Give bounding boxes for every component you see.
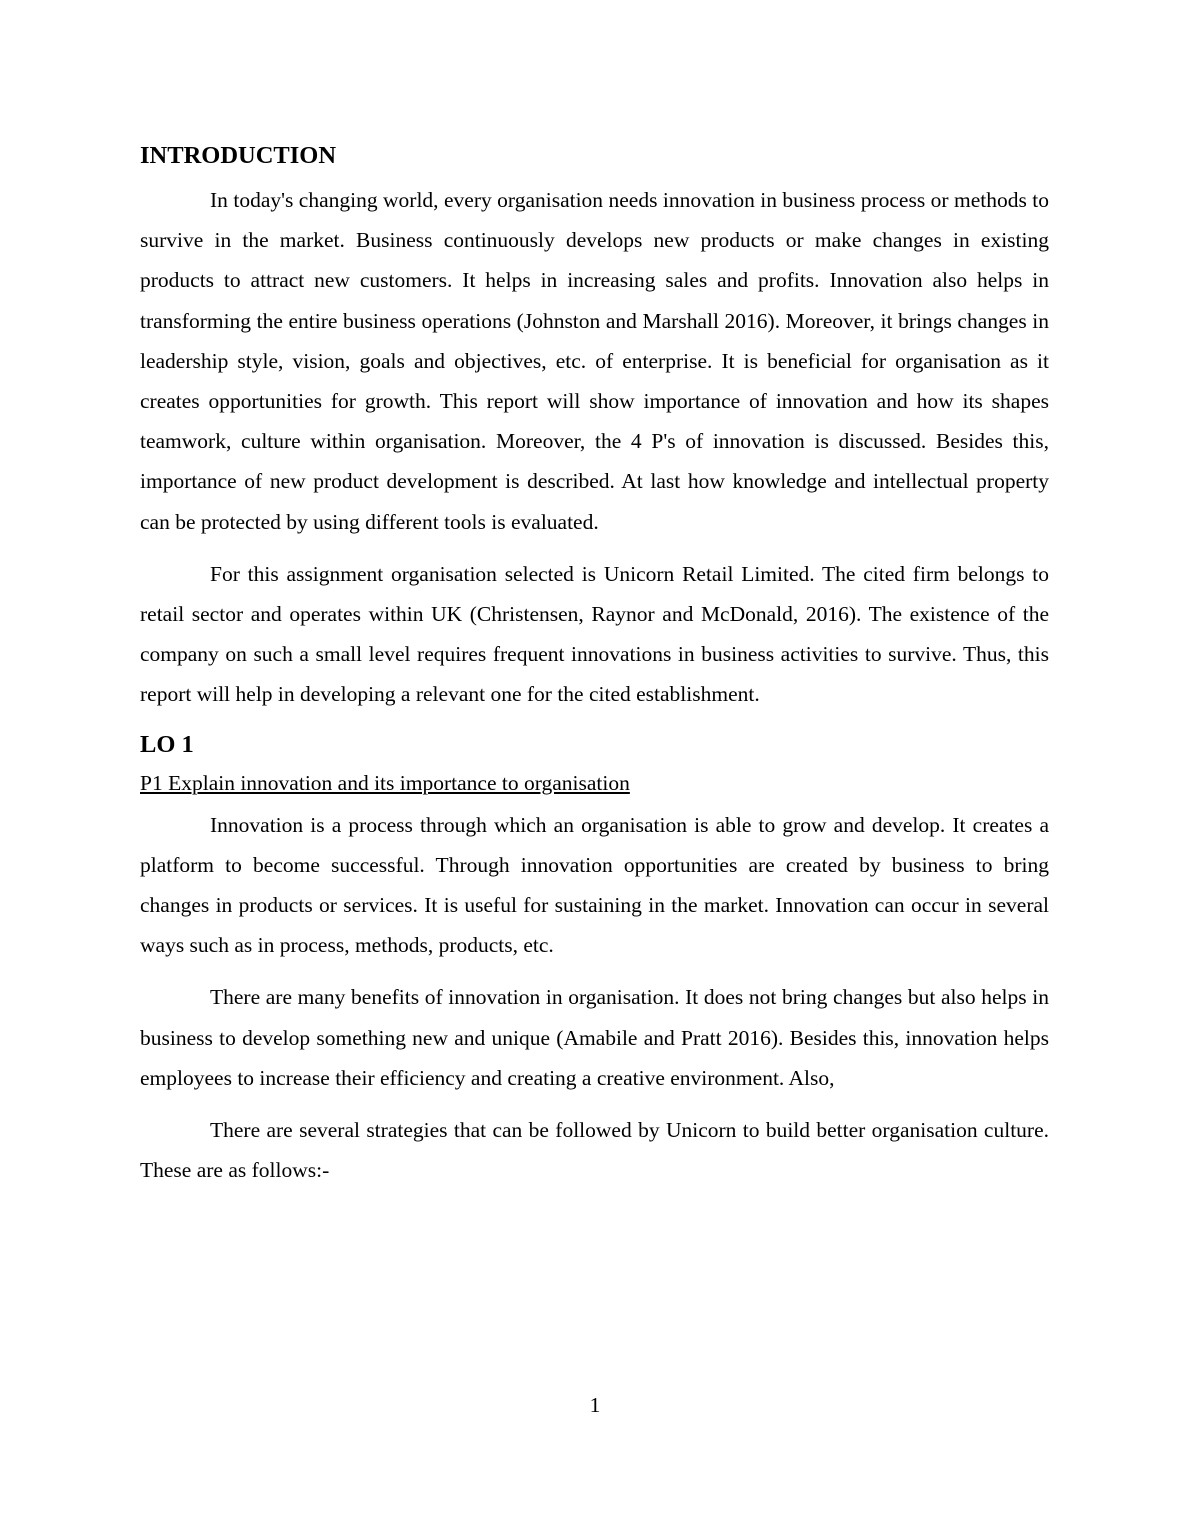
p1-subheading: P1 Explain innovation and its importance to organisation xyxy=(140,770,630,795)
intro-paragraph-2: For this assignment organisation selected is Unicorn Retail Limited. The cited firm belongs to retail sector and operates within UK (Christensen, Raynor and McDonald, 2016). The existence of the company on such a small level requires frequent innovations in business activities to survive. Thus, this report will help in developing a relevant one for the cited establishment. xyxy=(140,561,1049,707)
intro-paragraph-1: In today's changing world, every organisation needs innovation in business process or methods to survive in the market. Business continuously develops new products or make changes in existing products to attract new customers. It helps in increasing sales and profits. Innovation also helps in transforming the entire business operations (Johnston and Marshall 2016). Moreover, it brings changes in leadership style, vision, goals and objectives, etc. of enterprise. It is beneficial for organisation as it creates opportunities for growth. This report will show importance of innovation and how its shapes teamwork, culture within organisation. Moreover, the 4 P's of innovation is discussed. Besides this, importance of new product development is described. At last how knowledge and intellectual property can be protected by using different tools is evaluated. xyxy=(140,188,1049,534)
page-number: 1 xyxy=(589,1393,601,1417)
lo1-heading: LO 1 xyxy=(140,730,194,758)
introduction-heading: INTRODUCTION xyxy=(140,142,337,169)
p1-paragraph-2: There are many benefits of innovation in organisation. It does not bring changes but also helps in business to develop something new and unique (Amabile and Pratt 2016). Besides this, innovation helps employees to increase their efficiency and creating a creative environment. Also, xyxy=(140,985,1049,1090)
p1-paragraph-3: There are several strategies that can be followed by Unicorn to build better organisation culture. These are as follows:- xyxy=(140,1118,1049,1183)
p1-paragraph-1: Innovation is a process through which an organisation is able to grow and develop. It creates a platform to become successful. Through innovation opportunities are created by business to bring changes in products or services. It is useful for sustaining in the market. Innovation can occur in several ways such as in process, methods, products, etc. xyxy=(140,812,1049,958)
document-page xyxy=(140,138,1049,1202)
